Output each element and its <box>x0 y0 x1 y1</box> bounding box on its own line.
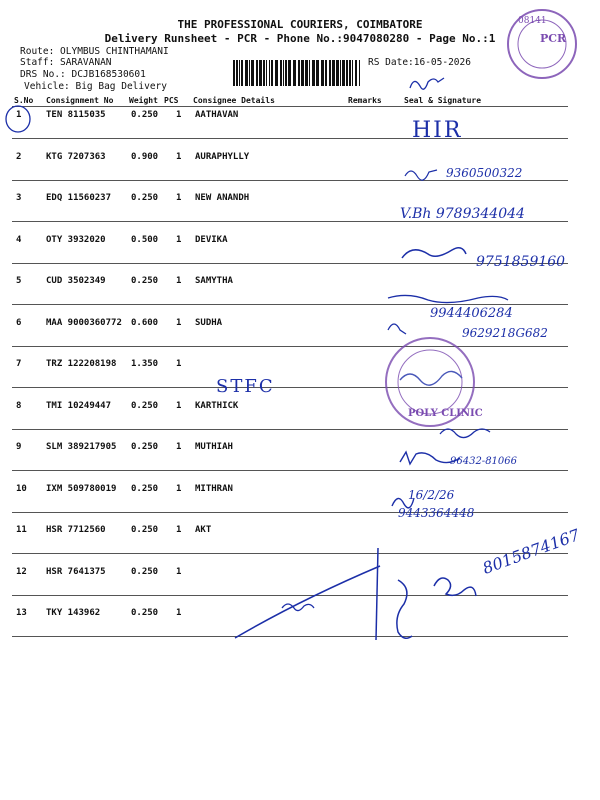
row11-diagonal-stroke <box>235 566 380 638</box>
barcode-bar <box>263 60 265 86</box>
row-consignee: AKT <box>195 525 212 535</box>
barcode-bar <box>275 60 278 86</box>
barcode-bar <box>346 60 348 86</box>
row12-small-mark <box>282 604 314 611</box>
row-divider <box>12 553 568 554</box>
row5-signature <box>388 295 508 302</box>
drs-number: DRS No.: DCJB168530601 <box>20 69 146 80</box>
barcode-bar <box>288 60 291 86</box>
barcode-bar <box>342 60 345 86</box>
col-pcs: PCS <box>164 96 179 105</box>
row-pcs: 1 <box>176 151 182 162</box>
row-consignment-no: KTG 7207363 <box>46 151 106 162</box>
row-consignment-no: CUD 3502349 <box>46 276 106 286</box>
row-weight: 0.250 <box>131 400 159 411</box>
row-consignment-no: EDQ 11560237 <box>46 193 112 203</box>
row-divider <box>12 636 568 637</box>
barcode-bar <box>233 60 235 86</box>
barcode-bar <box>352 60 353 86</box>
row-consignment-no: TMI 10249447 <box>46 400 112 411</box>
row12-phone-handwriting: 8015874167 <box>480 525 583 578</box>
barcode-bar <box>266 60 267 86</box>
route-label: Route: OLYMBUS CHINTHAMANI <box>20 46 169 57</box>
row-consignment-no: HSR 7712560 <box>46 525 106 535</box>
row-consignee: AATHAVAN <box>195 110 239 120</box>
barcode-bar <box>321 60 324 86</box>
row-consignment-no: IXM 509780019 <box>46 483 117 494</box>
vehicle-label: Vehicle: Big Bag Delivery <box>24 81 167 92</box>
row-pcs: 1 <box>176 359 182 369</box>
row7-handwriting: STFC <box>216 376 275 397</box>
barcode-bar <box>236 60 238 86</box>
row-consignee: MITHRAN <box>195 483 233 494</box>
barcode-bar <box>251 60 254 86</box>
row-pcs: 1 <box>176 276 182 286</box>
row-sno: 13 <box>16 608 27 618</box>
row-sno: 2 <box>16 151 22 162</box>
row-divider <box>12 138 568 139</box>
row12-signature <box>434 578 476 596</box>
stamp-pcr-text: PCR <box>540 32 567 45</box>
row-consignment-no: SLM 389217905 <box>46 442 117 452</box>
barcode-bar <box>241 60 243 86</box>
row6-signature <box>388 324 406 334</box>
row-weight: 0.500 <box>131 234 159 245</box>
row-weight: 0.250 <box>131 442 159 452</box>
row-pcs: 1 <box>176 193 182 203</box>
row-pcs: 1 <box>176 566 182 577</box>
row-sno: 5 <box>16 276 22 286</box>
barcode-bar <box>259 60 262 86</box>
barcode-bar <box>285 60 287 86</box>
barcode-bar <box>256 60 258 86</box>
row-pcs: 1 <box>176 400 182 411</box>
row-sno: 6 <box>16 317 22 328</box>
row-divider <box>12 346 568 347</box>
row-consignment-no: HSR 7641375 <box>46 566 106 577</box>
row4-signature <box>402 248 466 258</box>
row-weight: 0.250 <box>131 483 159 494</box>
company-title: THE PROFESSIONAL COURIERS, COIMBATORE <box>177 18 423 31</box>
row-consignee: DEVIKA <box>195 234 228 245</box>
runsheet-title: Delivery Runsheet - PCR - Phone No.:9047080280 - Page No.:1 <box>104 32 496 45</box>
row-pcs: 1 <box>176 234 182 245</box>
row-sno: 1 <box>16 110 22 120</box>
row-consignee: NEW ANANDH <box>195 193 250 203</box>
barcode-bar <box>269 60 270 86</box>
barcode-bar <box>355 60 357 86</box>
row-consignment-no: MAA 9000360772 <box>46 317 122 328</box>
row-consignment-no: OTY 3932020 <box>46 234 106 245</box>
clinic-stamp-text: POLY CLINIC <box>408 408 483 419</box>
barcode-bar <box>325 60 327 86</box>
row-pcs: 1 <box>176 483 182 494</box>
row-sno: 3 <box>16 193 22 203</box>
header-signature <box>410 78 444 89</box>
row-sno: 11 <box>16 525 27 535</box>
row-weight: 0.900 <box>131 151 159 162</box>
row-weight: 0.250 <box>131 110 159 120</box>
barcode-bar <box>340 60 341 86</box>
col-consignee: Consignee Details <box>193 96 275 105</box>
barcode-bar <box>312 60 315 86</box>
row-consignee: SUDHA <box>195 317 223 328</box>
row-divider <box>12 512 568 513</box>
row-sno: 9 <box>16 442 22 452</box>
row10-date-handwriting: 16/2/26 <box>408 488 455 502</box>
barcode-bar <box>336 60 339 86</box>
row6-handwriting-2: 9629218G682 <box>462 326 548 340</box>
row-divider <box>12 304 568 305</box>
barcode-bar <box>245 60 248 86</box>
row1-handwriting: HIR <box>412 118 463 143</box>
barcode <box>233 60 363 86</box>
barcode-bar <box>298 60 300 86</box>
row-pcs: 1 <box>176 317 182 328</box>
staff-label: Staff: SARAVANAN <box>20 57 112 68</box>
barcode-bar <box>280 60 282 86</box>
row-weight: 0.250 <box>131 525 159 535</box>
col-weight: Weight <box>129 96 158 105</box>
row-sno: 12 <box>16 566 27 577</box>
row-sno: 7 <box>16 359 22 369</box>
row12-loop-signature <box>397 580 412 638</box>
barcode-bar <box>305 60 308 86</box>
row6-handwriting-1: 9944406284 <box>430 306 513 321</box>
row-divider <box>12 429 568 430</box>
row-pcs: 1 <box>176 525 182 535</box>
row-sno: 8 <box>16 400 22 411</box>
row-divider <box>12 387 568 388</box>
row-consignment-no: TKY 143962 <box>46 608 101 618</box>
row-pcs: 1 <box>176 110 182 120</box>
rs-date: RS Date:16-05-2026 <box>368 57 471 68</box>
row8-signature <box>440 429 490 438</box>
row-consignee: SAMYTHA <box>195 276 233 286</box>
row-weight: 0.600 <box>131 317 159 328</box>
barcode-bar <box>249 60 250 86</box>
row-sno: 4 <box>16 234 22 245</box>
barcode-bar <box>283 60 284 86</box>
row-weight: 0.250 <box>131 193 159 203</box>
stamp-number-text: 08141 <box>518 16 547 26</box>
barcode-bar <box>271 60 273 86</box>
barcode-bar <box>332 60 335 86</box>
row-weight: 0.250 <box>131 276 159 286</box>
row-pcs: 1 <box>176 442 182 452</box>
barcode-bar <box>239 60 240 86</box>
row-consignment-no: TEN 8115035 <box>46 110 106 120</box>
row-consignment-no: TRZ 122208198 <box>46 359 117 369</box>
col-sno: S.No <box>14 96 34 105</box>
barcode-bar <box>349 60 351 86</box>
row-sno: 10 <box>16 483 27 494</box>
header-divider <box>12 106 568 107</box>
col-consignment: Consignment No <box>46 96 114 105</box>
barcode-bar <box>309 60 310 86</box>
barcode-bar <box>293 60 296 86</box>
row-weight: 1.350 <box>131 359 159 369</box>
row-weight: 0.250 <box>131 608 159 618</box>
barcode-bar <box>316 60 319 86</box>
row9-handwriting: 96432-81066 <box>450 456 518 467</box>
col-seal-signature: Seal & Signature <box>404 96 482 105</box>
row-weight: 0.250 <box>131 566 159 577</box>
row-consignee: AURAPHYLLY <box>195 151 250 162</box>
row-consignee: MUTHIAH <box>195 442 233 452</box>
row-pcs: 1 <box>176 608 182 618</box>
barcode-bar <box>301 60 304 86</box>
row4-handwriting: 9751859160 <box>476 254 566 270</box>
row-consignee: KARTHICK <box>195 400 239 411</box>
row2-handwriting: 9360500322 <box>446 166 523 180</box>
row10-phone-handwriting: 9443364448 <box>398 506 475 520</box>
col-remarks: Remarks <box>348 96 382 105</box>
row3-handwriting: V.Bh 9789344044 <box>400 206 525 222</box>
row-divider <box>12 470 568 471</box>
barcode-bar <box>329 60 331 86</box>
row-divider <box>12 595 568 596</box>
barcode-bar <box>359 60 360 86</box>
